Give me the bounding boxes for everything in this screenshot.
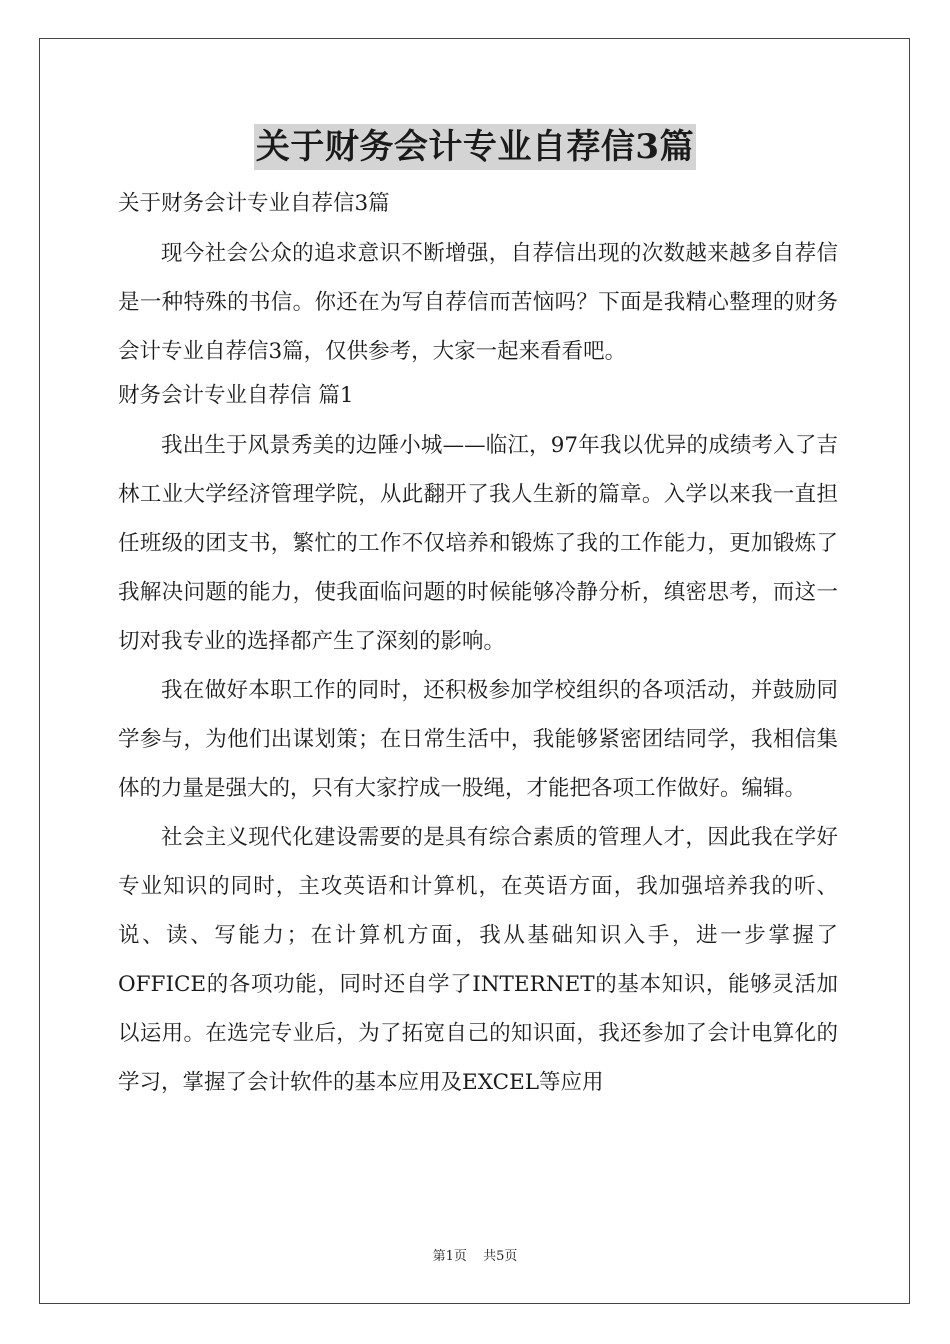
body-paragraph-1: 我出生于风景秀美的边陲小城——临江，97年我以优异的成绩考入了吉林工业大学经济管理学院，从此翻开了我人生新的篇章。入学以来我一直担任班级的团支书，繁忙的工作不仅培养和锻炼了我的工作能力，更加锻炼了我解决问题的能力，使我面临问题的时候能够冷静分析，缜密思考，而这一切对我专业的选择都产生了深刻的影响。 bbox=[118, 433, 838, 654]
document-title: 关于财务会计专业自荐信3篇 bbox=[254, 124, 696, 170]
section-heading: 财务会计专业自荐信 篇1 bbox=[118, 383, 354, 408]
page-number: 第1页 bbox=[432, 1249, 467, 1264]
title-area bbox=[0, 124, 950, 170]
body-paragraph-2: 我在做好本职工作的同时，还积极参加学校组织的各项活动，并鼓励同学参与，为他们出谋划策；在日常生活中，我能够紧密团结同学，我相信集体的力量是强大的，只有大家拧成一股绳，才能把各项工作做好。编辑。 bbox=[118, 678, 838, 801]
page-footer bbox=[0, 1245, 950, 1264]
body-paragraph-3: 社会主义现代化建设需要的是具有综合素质的管理人才，因此我在学好专业知识的同时，主攻英语和计算机，在英语方面，我加强培养我的听、说、读、写能力；在计算机方面，我从基础知识入手，进一步掌握了OFFICE的各项功能，同时还自学了INTERNET的基本知识，能够灵活加以运用。在选完专业后，为了拓宽自己的知识面，我还参加了会计电算化的学习，掌握了会计软件的基本应用及EXCEL等应用 bbox=[118, 825, 838, 1095]
page-total: 共5页 bbox=[483, 1249, 518, 1264]
document-body bbox=[118, 184, 838, 1107]
intro-paragraph: 现今社会公众的追求意识不断增强，自荐信出现的次数越来越多自荐信是一种特殊的书信。你还在为写自荐信而苦恼吗？下面是我精心整理的财务会计专业自荐信3篇，仅供参考，大家一起来看看吧。 bbox=[118, 241, 838, 364]
document-subtitle: 关于财务会计专业自荐信3篇 bbox=[118, 191, 390, 216]
